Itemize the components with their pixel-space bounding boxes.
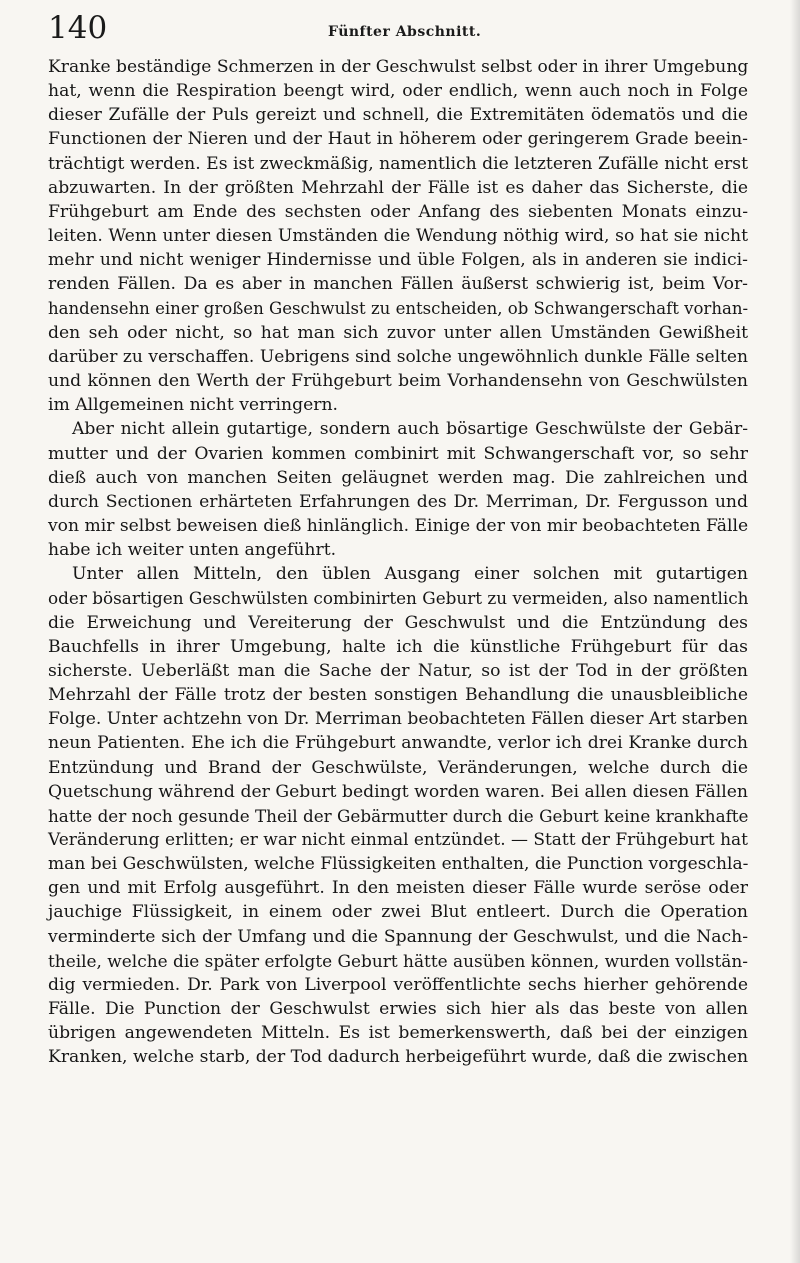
text-line: dig vermieden. Dr. Park von Liverpool veröffentlichte sechs hierher gehörende [48,974,748,995]
text-line: hat, wenn die Respiration beengt wird, oder endlich, wenn auch noch in Folge [48,81,748,102]
page-edge-shadow [790,0,800,1263]
text-line: durch Sectionen erhärteten Erfahrungen des Dr. Merriman, Dr. Fergusson und [48,491,748,512]
text-line: Entzündung und Brand der Geschwülste, Veränderungen, welche durch die [48,757,748,778]
text-line: im Allgemeinen nicht verringern. [48,395,339,416]
text-line: leiten. Wenn unter diesen Umständen die Wendung nöthig wird, so hat sie nicht [48,226,748,247]
text-line: die Erweichung und Vereiterung der Geschwulst und die Entzündung des [48,612,748,633]
text-line: hatte der noch gesunde Theil der Gebärmutter durch die Geburt keine krankhafte [48,805,749,826]
text-line: Bauchfells in ihrer Umgebung, halte ich die künstliche Frühgeburt für das [48,636,748,657]
text-line: Unter allen Mitteln, den üblen Ausgang einer solchen mit gutartigen [72,564,748,585]
text-line: mehr und nicht weniger Hindernisse und üble Folgen, als in anderen sie indici- [48,250,748,271]
text-line: von mir selbst beweisen dieß hinlänglich. Einige der von mir beobachteten Fälle [48,515,749,536]
text-line: dieß auch von manchen Seiten geläugnet werden mag. Die zahlreichen und [48,467,748,488]
text-line: Aber nicht allein gutartige, sondern auch bösartige Geschwülste der Gebär- [72,419,748,440]
text-line: Kranke beständige Schmerzen in der Geschwulst selbst oder in ihrer Umgebung [48,57,749,77]
text-line: jauchige Flüssigkeit, in einem oder zwei Blut entleert. Durch die Operation [48,902,748,923]
text-line: Quetschung während der Geburt bedingt worden waren. Bei allen diesen Fällen [48,781,748,802]
text-line: theile, welche die später erfolgte Geburt hätte ausüben können, wurden vollstän- [48,950,748,971]
text-line: mutter und der Ovarien kommen combinirt mit Schwangerschaft vor, so sehr [48,443,748,464]
text-line: renden Fällen. Da es aber in manchen Fällen äußerst schwierig ist, beim Vor- [48,274,748,295]
text-line: dieser Zufälle der Puls gereizt und schnell, die Extremitäten ödematös und die [48,105,748,126]
text-line: darüber zu verschaffen. Uebrigens sind solche ungewöhnlich dunkle Fälle selten [48,346,748,367]
text-line: oder bösartigen Geschwülsten combinirten Geburt zu vermeiden, also namentlich [48,588,749,609]
text-line: Mehrzahl der Fälle trotz der besten sonstigen Behandlung die unausbleibliche [48,685,748,706]
text-line: sicherste. Ueberläßt man die Sache der Natur, so ist der Tod in der größten [48,660,748,681]
text-line: Folge. Unter achtzehn von Dr. Merriman beobachteten Fällen dieser Art starben [48,709,749,730]
text-line: Frühgeburt am Ende des sechsten oder Anfang des siebenten Monats einzu- [48,201,748,222]
text-line: Fälle. Die Punction der Geschwulst erwies sich hier als das beste von allen [48,999,748,1020]
text-line: übrigen angewendeten Mitteln. Es ist bemerkenswerth, daß bei der einzigen [48,1023,748,1044]
text-line: habe ich weiter unten angeführt. [48,540,337,561]
page-header [48,10,748,50]
text-line: den seh oder nicht, so hat man sich zuvor unter allen Umständen Gewißheit [48,322,748,343]
text-line: Veränderung erlitten; er war nicht einmal entzündet. — Statt der Frühgeburt hat [48,830,748,850]
text-line: neun Patienten. Ehe ich die Frühgeburt anwandte, verlor ich drei Kranke durch [48,733,748,754]
text-line: gen und mit Erfolg ausgeführt. In den meisten dieser Fälle wurde seröse oder [48,878,748,899]
page-number: 140 [48,10,108,46]
text-line: Kranken, welche starb, der Tod dadurch herbeigeführt wurde, daß die zwischen [48,1047,749,1068]
text-line: verminderte sich der Umfang und die Spannung der Geschwulst, und die Nach- [48,926,748,947]
text-line: Functionen der Nieren und der Haut in höherem oder geringerem Grade beein- [48,129,748,150]
text-line: handensehn einer großen Geschwulst zu entscheiden, ob Schwangerschaft vorhan- [48,298,749,318]
running-head: Fünfter Abschnitt. [328,24,482,40]
text-line: trächtigt werden. Es ist zweckmäßig, namentlich die letzteren Zufälle nicht erst [48,153,748,174]
text-line: abzuwarten. In der größten Mehrzahl der Fälle ist es daher das Sicherste, die [48,177,748,198]
text-line: und können den Werth der Frühgeburt beim Vorhandensehn von Geschwülsten [48,371,748,392]
body-text [48,55,748,1070]
text-line: man bei Geschwülsten, welche Flüssigkeiten enthalten, die Punction vorgeschla- [48,854,749,875]
